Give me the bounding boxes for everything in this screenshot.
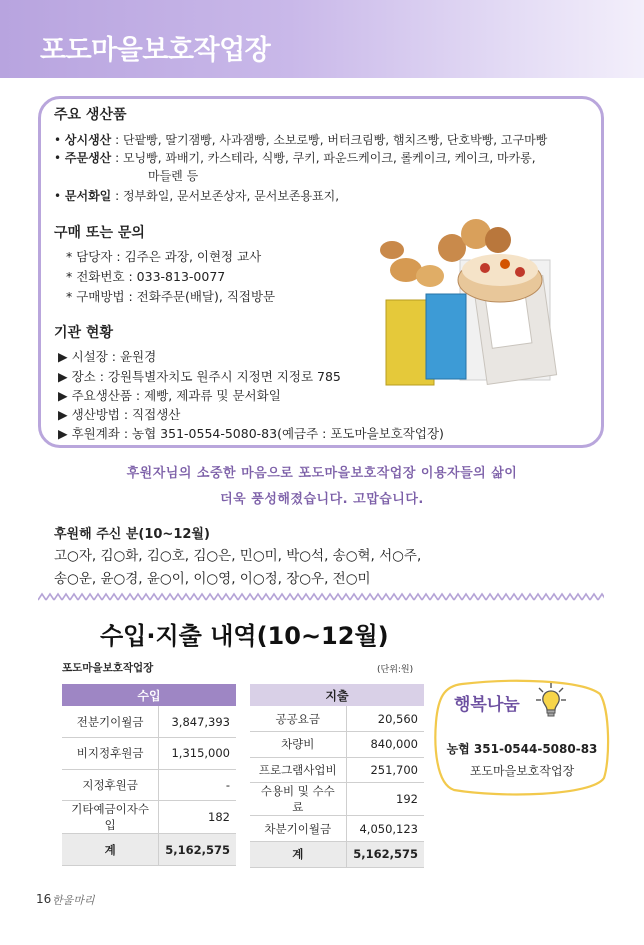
- income-amount: 182: [159, 801, 236, 834]
- income-amount: -: [159, 769, 236, 801]
- finance-unit: (단위:원): [377, 665, 414, 675]
- income-total-amount: 5,162,575: [159, 834, 236, 866]
- contact-line: * 구매방법 : 전화주문(배달), 직접방문: [66, 289, 276, 304]
- expense-label: 차량비: [250, 732, 346, 758]
- income-label: 비지정후원금: [62, 738, 159, 770]
- table-row: [250, 706, 424, 732]
- income-total-label: 계: [62, 834, 159, 866]
- expense-label: 차분기이월금: [250, 816, 346, 842]
- expense-amount: 840,000: [346, 732, 424, 758]
- product-label: 상시생산: [64, 133, 112, 147]
- expense-amount: 4,050,123: [346, 816, 424, 842]
- expense-amount: 251,700: [346, 757, 424, 783]
- product-item-continued: 마들렌 등: [148, 169, 199, 183]
- income-total-row: [62, 834, 236, 866]
- product-text: : 정부화일, 문서보존상자, 문서보존용표지,: [111, 189, 340, 203]
- status-line: ▶ 장소 : 강원특별자치도 원주시 지정면 지정로 785: [58, 369, 341, 384]
- table-row: [62, 706, 236, 738]
- product-item: • 문서화일 : 정부화일, 문서보존상자, 문서보존용표지,: [54, 189, 340, 203]
- contact-line: * 전화번호 : 033-813-0077: [66, 269, 226, 284]
- product-item: • 상시생산 : 단팥빵, 딸기잼빵, 사과잼빵, 소보로빵, 버터크림빵, 햄치즈빵, 단호박빵, 고구마빵: [54, 133, 548, 147]
- product-text: : 단팥빵, 딸기잼빵, 사과잼빵, 소보로빵, 버터크림빵, 햄치즈빵, 단호박빵, 고구마빵: [111, 133, 548, 147]
- donors-title: 후원해 주신 분(10~12월): [54, 527, 210, 542]
- lightbulb-icon: [536, 682, 566, 720]
- finance-title: 수입·지출 내역(10~12월): [100, 622, 389, 650]
- expense-total-label: 계: [250, 841, 346, 867]
- product-illustration: [380, 210, 560, 390]
- income-table: [62, 684, 236, 866]
- status-line: ▶ 후원계좌 : 농협 351-0554-5080-83(예금주 : 포도마을보호작업장): [58, 426, 444, 441]
- products-title: 주요 생산품: [54, 107, 127, 123]
- income-header: 수입: [62, 684, 236, 706]
- thanks-line: 더욱 풍성해졌습니다. 고맙습니다.: [220, 492, 424, 507]
- expense-total-amount: 5,162,575: [346, 841, 424, 867]
- expense-label: 공공요금: [250, 706, 346, 732]
- expense-label: 프로그램사업비: [250, 757, 346, 783]
- publication-mark: 한울마리: [52, 894, 95, 907]
- contact-title: 구매 또는 문의: [54, 225, 145, 241]
- status-line: ▶ 주요생산품 : 제빵, 제과류 및 문서화일: [58, 388, 281, 403]
- donors-line: 고○자, 김○화, 김○호, 김○은, 민○미, 박○석, 송○혁, 서○주,: [54, 548, 422, 564]
- donation-account: 농협 351-0544-5080-83: [446, 742, 598, 756]
- table-row: [62, 801, 236, 834]
- page-title: 포도마을보호작업장: [40, 35, 271, 66]
- income-label: 전분기이월금: [62, 706, 159, 738]
- zigzag-divider: [38, 592, 604, 602]
- expense-header: 지출: [250, 684, 424, 706]
- donors-line: 송○운, 윤○경, 윤○이, 이○영, 이○정, 장○우, 전○미: [54, 571, 371, 587]
- expense-total-row: [250, 841, 424, 867]
- expense-label: 수용비 및 수수료: [250, 783, 346, 816]
- table-row: [62, 769, 236, 801]
- table-row: [250, 732, 424, 758]
- product-item: • 주문생산 : 모닝빵, 꽈배기, 카스테라, 식빵, 쿠키, 파운드케이크, 롤케이크, 케이크, 마카롱,: [54, 151, 536, 165]
- thanks-line: 후원자님의 소중한 마음으로 포도마을보호작업장 이용자들의 삶이: [126, 466, 518, 481]
- page-number: 16: [36, 892, 52, 906]
- product-label: 문서화일: [64, 189, 112, 203]
- product-text: : 모닝빵, 꽈배기, 카스테라, 식빵, 쿠키, 파운드케이크, 롤케이크, 케이크, 마카롱,: [111, 151, 536, 165]
- status-line: ▶ 생산방법 : 직접생산: [58, 407, 181, 422]
- finance-org: 포도마을보호작업장: [62, 662, 154, 674]
- expense-amount: 20,560: [346, 706, 424, 732]
- income-amount: 3,847,393: [159, 706, 236, 738]
- income-amount: 1,315,000: [159, 738, 236, 770]
- expense-amount: 192: [346, 783, 424, 816]
- product-label: 주문생산: [64, 151, 112, 165]
- income-label: 지정후원금: [62, 769, 159, 801]
- expense-table: [250, 684, 424, 868]
- income-label: 기타예금이자수입: [62, 801, 159, 834]
- table-row: [250, 816, 424, 842]
- contact-line: * 담당자 : 김주은 과장, 이현정 교사: [66, 249, 262, 264]
- table-row: [62, 738, 236, 770]
- table-row: [250, 783, 424, 816]
- status-title: 기관 현황: [54, 325, 113, 341]
- donation-holder: 포도마을보호작업장: [469, 764, 575, 778]
- donation-title: 행복나눔: [454, 695, 520, 715]
- page-header: [0, 0, 644, 78]
- status-line: ▶ 시설장 : 윤원경: [58, 349, 157, 364]
- table-row: [250, 757, 424, 783]
